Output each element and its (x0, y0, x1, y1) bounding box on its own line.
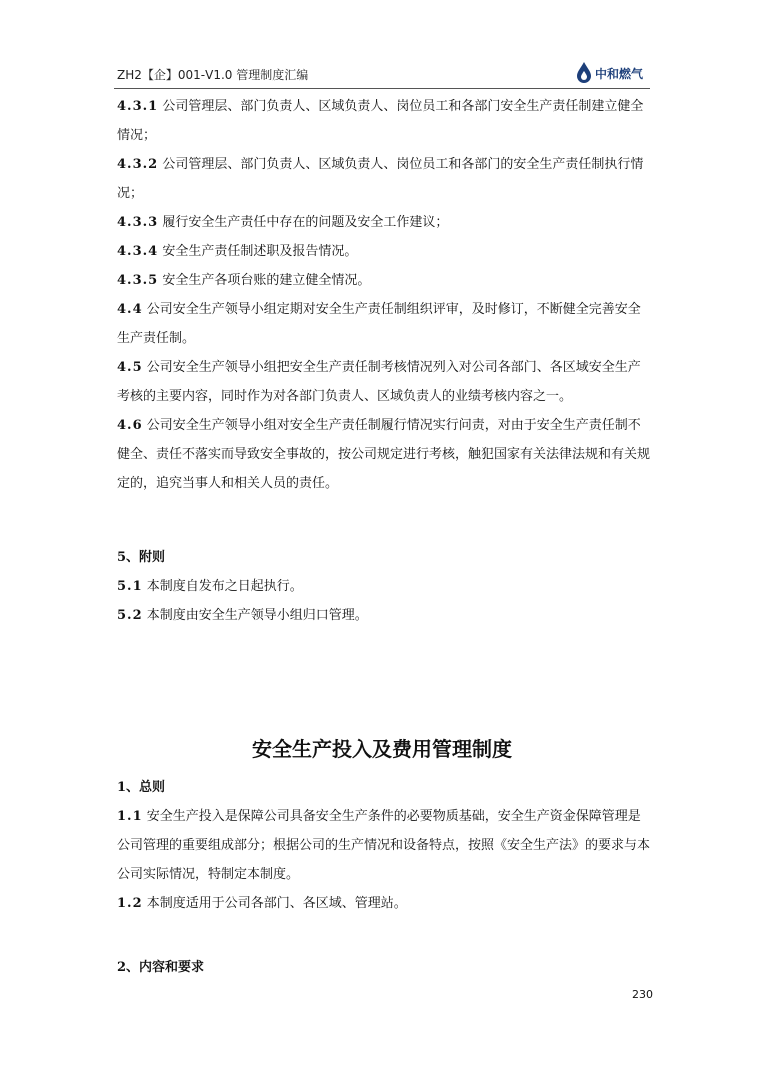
content-section (117, 953, 653, 982)
clause-number: 4.4 (117, 302, 143, 317)
appendix-section (117, 543, 653, 630)
clause-text: 本制度由安全生产领导小组归口管理。 (146, 608, 368, 623)
clause-number: 4.3.1 (117, 99, 159, 114)
list-item (117, 237, 653, 266)
clause-number: 1.1 (117, 809, 143, 824)
logo-text: 中和燃气 (595, 67, 644, 81)
company-logo (575, 60, 649, 86)
clause-number: 4.3.4 (117, 244, 159, 259)
clause-text: 本制度适用于公司各部门、各区域、管理站。 (146, 896, 407, 911)
list-item (117, 802, 653, 889)
clause-text: 安全生产责任制述职及报告情况。 (162, 244, 358, 259)
general-section (117, 773, 653, 918)
document-title: 安全生产投入及费用管理制度 (252, 737, 512, 761)
list-item (117, 572, 653, 601)
list-item (117, 353, 653, 411)
clause-number: 1.2 (117, 896, 143, 911)
clause-number: 4.3.2 (117, 157, 159, 172)
list-item (117, 208, 653, 237)
clause-number: 5.2 (117, 608, 143, 623)
clause-number: 4.5 (117, 360, 143, 375)
clause-text: 公司管理层、部门负责人、区域负责人、岗位员工和各部门的安全生产责任制执行情况； (117, 157, 644, 201)
list-item (117, 266, 653, 295)
clause-number: 4.3.5 (117, 273, 159, 288)
list-item (117, 411, 653, 498)
clause-number: 5.1 (117, 579, 143, 594)
clause-text: 公司安全生产领导小组定期对安全生产责任制组织评审，及时修订，不断健全完善安全生产责任制。 (117, 302, 641, 346)
clause-text: 安全生产各项台账的建立健全情况。 (162, 273, 371, 288)
clause-text: 公司安全生产领导小组对安全生产责任制履行情况实行问责，对由于安全生产责任制不健全、责任不落实而导致安全事故的，按公司规定进行考核，触犯国家有关法律法规和有关规定的，追究当事人和相关人员的责任。 (117, 418, 651, 491)
clause-text: 公司管理层、部门负责人、区域负责人、岗位员工和各部门安全生产责任制建立健全情况； (117, 99, 644, 143)
flame-drop-icon (575, 61, 593, 85)
section-heading: 1、总则 (117, 780, 166, 795)
list-item (117, 92, 653, 150)
header-text: ZH2【企】001-V1.0 管理制度汇编 (117, 68, 309, 82)
clause-text: 公司安全生产领导小组把安全生产责任制考核情况列入对公司各部门、各区域安全生产考核的主要内容，同时作为对各部门负责人、区域负责人的业绩考核内容之一。 (117, 360, 641, 404)
clause-text: 履行安全生产责任中存在的问题及安全工作建议； (162, 215, 449, 230)
clause-text: 安全生产投入是保障公司具备安全生产条件的必要物质基础，安全生产资金保障管理是公司管理的重要组成部分；根据公司的生产情况和设备特点，按照《安全生产法》的要求与本公司实际情况，特制定本制度。 (117, 809, 651, 882)
list-item (117, 889, 653, 918)
section-heading: 2、内容和要求 (117, 960, 205, 975)
section-heading: 5、附则 (117, 550, 166, 565)
clause-text: 本制度自发布之日起执行。 (146, 579, 303, 594)
list-item (117, 150, 653, 208)
header-divider (114, 88, 650, 89)
page-number: 230 (632, 988, 653, 1001)
list-item (117, 601, 653, 630)
section-4-block (117, 92, 653, 498)
clause-number: 4.6 (117, 418, 143, 433)
clause-number: 4.3.3 (117, 215, 159, 230)
list-item (117, 295, 653, 353)
